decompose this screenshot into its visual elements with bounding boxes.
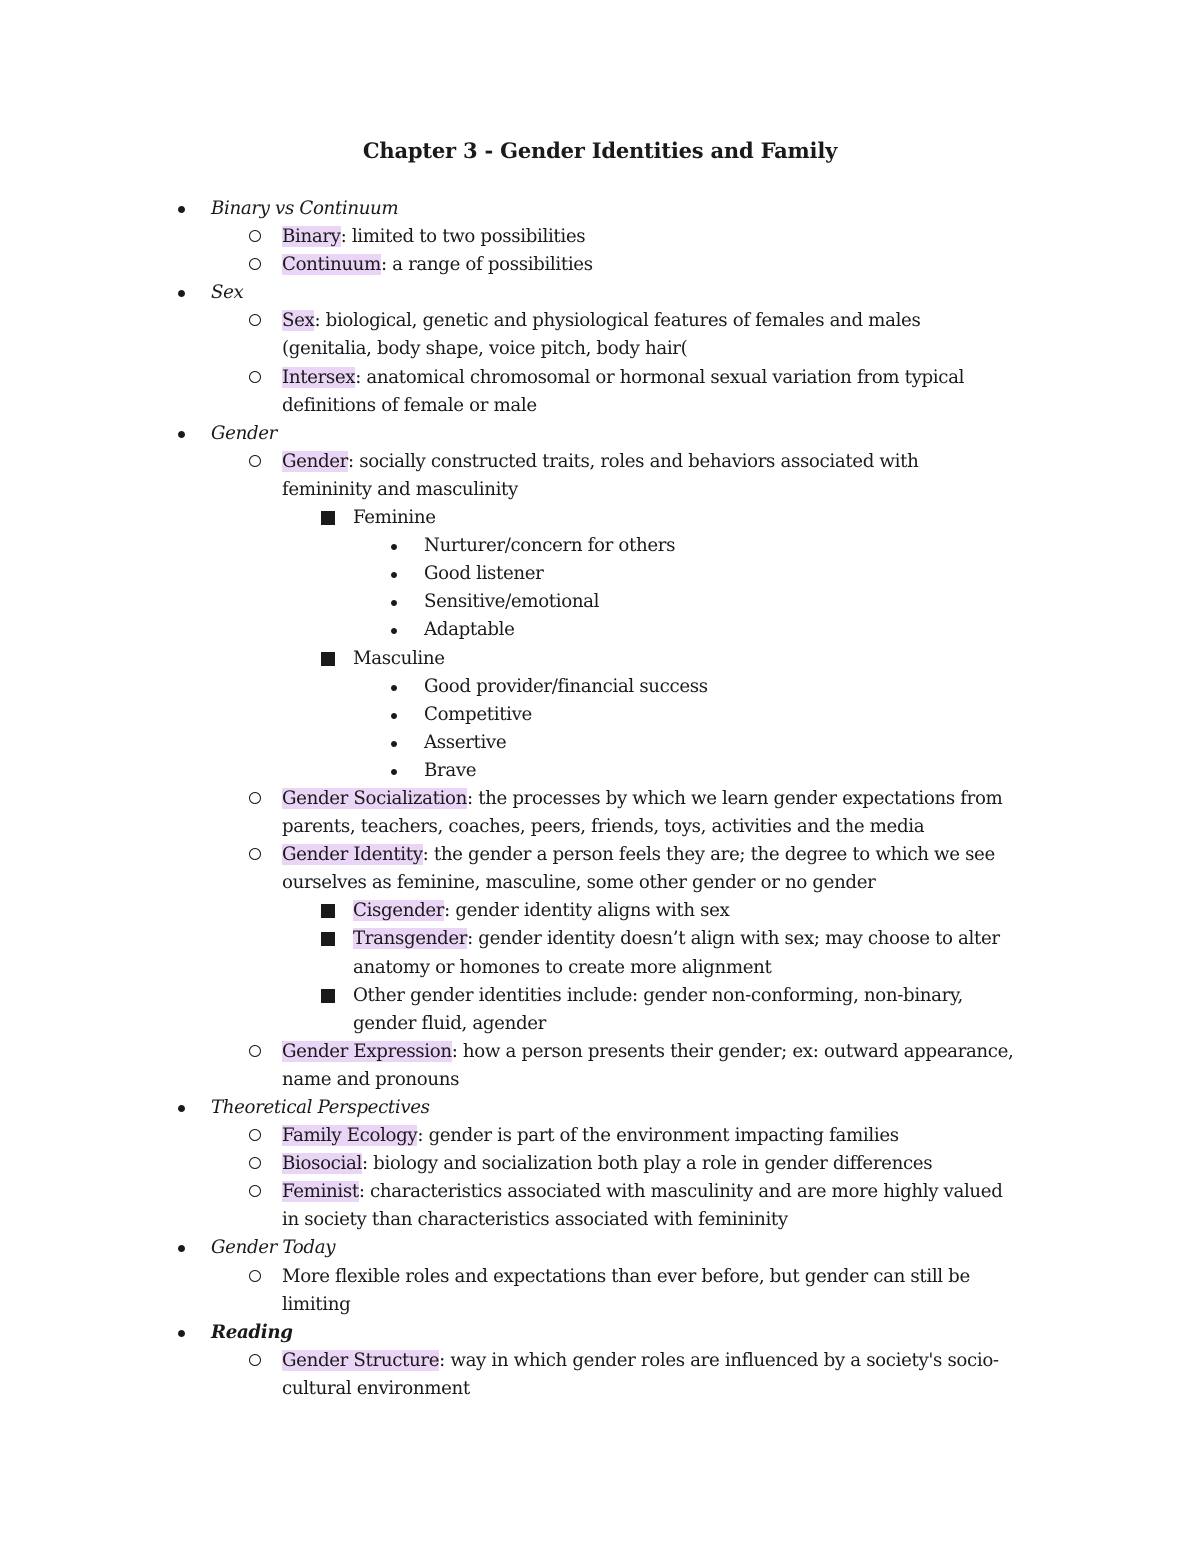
definition-continuation: ourselves as feminine, masculine, some other gender or no gender [282, 872, 876, 894]
bullet-circle-icon [249, 371, 261, 383]
list-item [0, 560, 1200, 588]
definition-continuation: name and pronouns [282, 1068, 460, 1090]
definition-text: : gender is part of the environment impacting families [417, 1125, 899, 1147]
list-item [0, 448, 1200, 504]
bullet-dot-icon [391, 628, 397, 634]
bullet-circle-icon [249, 258, 261, 270]
bullet-circle-icon [249, 792, 261, 804]
list-item [0, 645, 1200, 673]
list-item [0, 532, 1200, 560]
list-item [0, 1263, 1200, 1319]
item-text: Feminine [353, 507, 436, 529]
list-item [0, 841, 1200, 897]
bullet-square-icon [321, 652, 335, 666]
list-item [0, 504, 1200, 532]
section-heading [0, 420, 1200, 448]
item-text: Adaptable [424, 619, 515, 641]
highlighted-term: Gender Identity [282, 844, 423, 866]
definition-text: : biological, genetic and physiological features of females and males [314, 310, 921, 332]
definition-continuation: anatomy or homones to create more alignment [353, 956, 772, 978]
item-text: Competitive [424, 703, 532, 725]
section-heading [0, 1234, 1200, 1262]
bullet-dot-icon [391, 572, 397, 578]
definition-text: : characteristics associated with masculinity and are more highly valued [358, 1181, 1003, 1203]
section-heading [0, 1094, 1200, 1122]
bullet-dot-icon [391, 713, 397, 719]
highlighted-term: Transgender [353, 928, 468, 950]
list-item [0, 982, 1200, 1038]
list-item [0, 897, 1200, 925]
bullet-dot-icon [391, 600, 397, 606]
heading-text: Gender Today [211, 1237, 336, 1259]
notes-outline [0, 195, 1200, 1403]
definition-continuation: parents, teachers, coaches, peers, friends, toys, activities and the media [282, 816, 925, 838]
highlighted-term: Family Ecology [282, 1125, 418, 1147]
item-text: Good listener [424, 563, 544, 585]
list-item [0, 251, 1200, 279]
definition-continuation: in society than characteristics associated with femininity [282, 1209, 788, 1231]
bullet-square-icon [321, 904, 335, 918]
bullet-circle-icon [249, 314, 261, 326]
heading-text: Binary vs Continuum [211, 198, 399, 219]
bullet-disc-icon [178, 431, 185, 438]
highlighted-term: Gender Socialization [282, 787, 467, 809]
bullet-circle-icon [249, 1270, 261, 1282]
definition-text: : way in which gender roles are influenced by a society's socio- [439, 1349, 999, 1371]
list-item [0, 1178, 1200, 1234]
heading-text: Gender [211, 422, 278, 444]
bullet-square-icon [321, 989, 335, 1003]
definition-text: : the processes by which we learn gender expectations from [467, 787, 1003, 809]
item-text: More flexible roles and expectations than ever before, but gender can still be [282, 1265, 970, 1287]
bullet-disc-icon [178, 1330, 185, 1337]
bullet-square-icon [321, 932, 335, 946]
definition-continuation: cultural environment [282, 1377, 470, 1399]
definition-continuation: femininity and masculinity [282, 478, 518, 500]
highlighted-term: Intersex [282, 366, 356, 388]
highlighted-term: Gender Expression [282, 1040, 452, 1062]
bullet-disc-icon [178, 1245, 185, 1252]
definition-text: : socially constructed traits, roles and behaviors associated with [348, 450, 919, 472]
bullet-dot-icon [391, 544, 397, 550]
bullet-dot-icon [391, 769, 397, 775]
bullet-square-icon [321, 511, 335, 525]
item-text: Assertive [424, 731, 507, 753]
highlighted-term: Gender [282, 450, 349, 472]
section-heading [0, 279, 1200, 307]
list-item [0, 1347, 1200, 1403]
document-title: Chapter 3 - Gender Identities and Family [362, 138, 838, 163]
list-item [0, 364, 1200, 420]
highlighted-term: Biosocial [282, 1153, 362, 1175]
definition-continuation: definitions of female or male [282, 394, 537, 416]
bullet-circle-icon [249, 1129, 261, 1141]
list-item [0, 925, 1200, 981]
list-item [0, 588, 1200, 616]
list-item [0, 1038, 1200, 1094]
definition-text: : a range of possibilities [380, 254, 593, 276]
list-item [0, 616, 1200, 644]
list-item [0, 729, 1200, 757]
list-item [0, 673, 1200, 701]
list-item [0, 307, 1200, 363]
definition-continuation: limiting [282, 1293, 351, 1315]
definition-text: : how a person presents their gender; ex: outward appearance, [451, 1040, 1014, 1062]
item-text: Other gender identities include: gender non-conforming, non-binary, [353, 984, 963, 1006]
section-heading [0, 195, 1200, 223]
definition-continuation: (genitalia, body shape, voice pitch, body hair( [282, 338, 688, 360]
list-item [0, 223, 1200, 251]
highlighted-term: Continuum [282, 254, 381, 276]
section-heading [0, 1319, 1200, 1347]
highlighted-term: Cisgender [353, 900, 445, 922]
bullet-dot-icon [391, 685, 397, 691]
item-text: Masculine [353, 647, 445, 669]
bullet-circle-icon [249, 230, 261, 242]
definition-text: : biology and socialization both play a role in gender differences [361, 1153, 933, 1175]
item-text: Brave [424, 759, 477, 781]
highlighted-term: Gender Structure [282, 1349, 440, 1371]
bullet-circle-icon [249, 848, 261, 860]
heading-text: Reading [211, 1321, 293, 1343]
list-item [0, 757, 1200, 785]
bullet-disc-icon [178, 290, 185, 297]
definition-text: : gender identity doesn’t align with sex; may choose to alter [467, 928, 1000, 950]
definition-text: : the gender a person feels they are; the degree to which we see [422, 844, 995, 866]
bullet-circle-icon [249, 1045, 261, 1057]
bullet-circle-icon [249, 455, 261, 467]
bullet-circle-icon [249, 1157, 261, 1169]
bullet-dot-icon [391, 741, 397, 747]
list-item [0, 701, 1200, 729]
highlighted-term: Sex [282, 310, 315, 332]
definition-text: : limited to two possibilities [340, 226, 586, 248]
definition-continuation: gender fluid, agender [353, 1012, 546, 1034]
item-text: Nurturer/concern for others [424, 535, 676, 557]
definition-text: : gender identity aligns with sex [444, 900, 730, 922]
item-text: Sensitive/emotional [424, 591, 600, 613]
highlighted-term: Feminist [282, 1181, 359, 1203]
heading-text: Theoretical Perspectives [211, 1097, 430, 1118]
list-item [0, 785, 1200, 841]
list-item [0, 1150, 1200, 1178]
bullet-circle-icon [249, 1354, 261, 1366]
item-text: Good provider/financial success [424, 675, 708, 697]
bullet-disc-icon [178, 1105, 185, 1112]
definition-text: : anatomical chromosomal or hormonal sexual variation from typical [355, 366, 965, 388]
bullet-disc-icon [178, 206, 185, 213]
highlighted-term: Binary [282, 226, 341, 248]
heading-text: Sex [211, 282, 244, 304]
list-item [0, 1122, 1200, 1150]
bullet-circle-icon [249, 1185, 261, 1197]
